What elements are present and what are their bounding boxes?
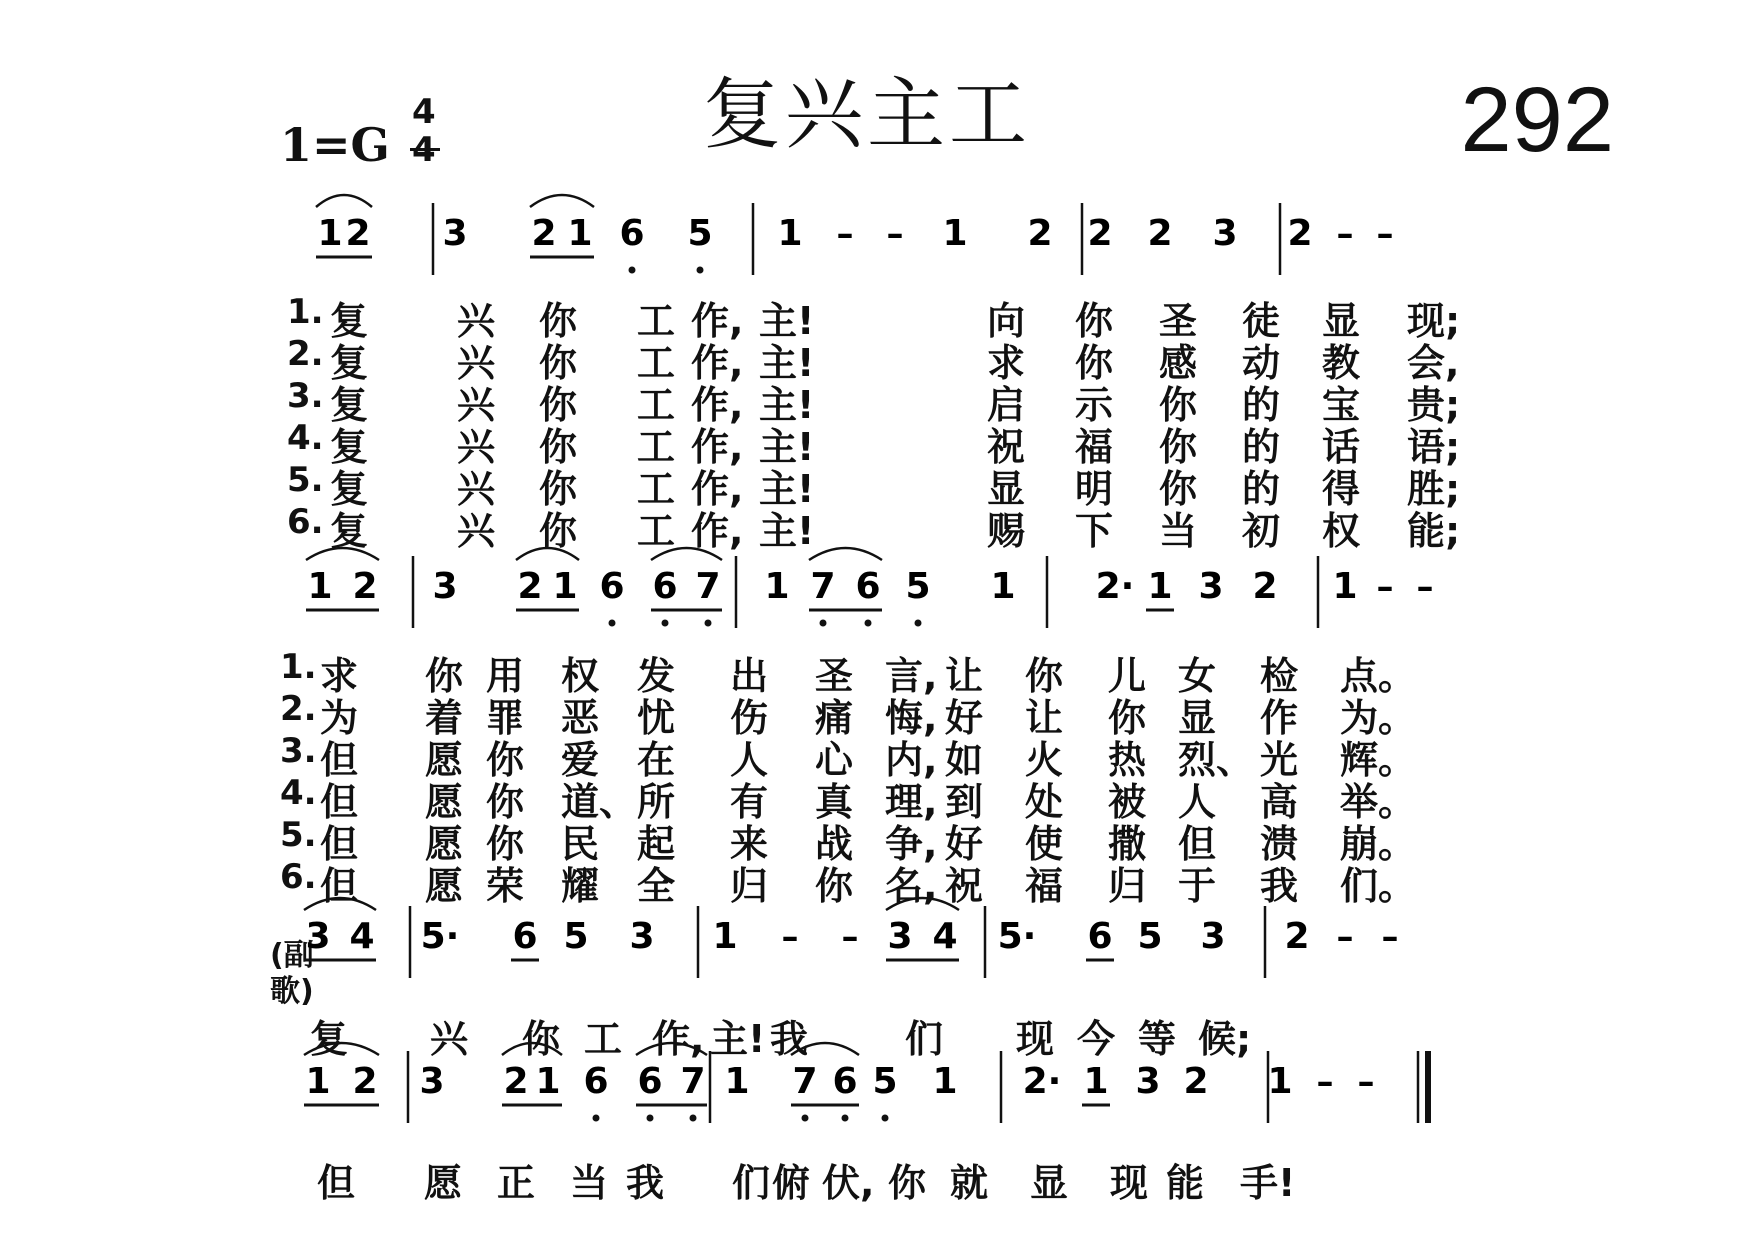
- octave-dot: [820, 620, 827, 627]
- lyric-syllable: 显: [1322, 299, 1361, 343]
- lyric-syllable: 作,: [691, 509, 744, 553]
- lyric-syllable: 烈、: [1178, 738, 1255, 782]
- lyric-syllable: 等: [1138, 1017, 1177, 1061]
- note: 6: [599, 566, 625, 607]
- lyric-syllable: 你: [486, 738, 525, 782]
- lyric-syllable: 起: [637, 822, 676, 866]
- lyric-syllable: 争,: [885, 822, 938, 866]
- lyric-syllable: 你: [1159, 425, 1198, 469]
- note: 5·: [420, 916, 460, 957]
- note: 5: [687, 213, 713, 254]
- lyric-syllable: 你: [425, 654, 464, 698]
- lyric-syllable: 女: [1178, 654, 1217, 698]
- note: 6: [1087, 916, 1113, 957]
- octave-dot: [915, 620, 922, 627]
- lyric-syllable: 你: [486, 780, 525, 824]
- lyric-syllable: 火: [1025, 738, 1064, 782]
- lyric-syllable: 福: [1025, 864, 1064, 908]
- lyric-syllable: 作,: [691, 425, 744, 469]
- note: 1: [777, 213, 803, 254]
- lyric-syllable: 赐: [987, 509, 1026, 553]
- lyric-syllable: 你: [539, 383, 578, 427]
- lyric-syllable: 忧: [637, 696, 676, 740]
- verse-number: 6.: [280, 857, 317, 897]
- note: 1: [764, 566, 790, 607]
- octave-dot: [842, 1115, 849, 1122]
- lyric-syllable: 归: [1108, 864, 1147, 908]
- lyric-syllable: 你: [539, 509, 578, 553]
- lyric-syllable: 们: [732, 1161, 771, 1205]
- lyric-syllable: 但: [1178, 822, 1217, 866]
- time-signature-numerator: 4: [412, 92, 436, 132]
- lyric-syllable: 真: [815, 780, 854, 824]
- lyric-syllable: 俯: [772, 1161, 811, 1205]
- octave-dot: [690, 1115, 697, 1122]
- verse-number: 3.: [287, 376, 324, 416]
- lyric-syllable: 主!: [759, 425, 815, 469]
- lyric-syllable: 主!: [759, 299, 815, 343]
- lyric-syllable: 示: [1075, 383, 1114, 427]
- note: 3: [1212, 213, 1238, 254]
- note: 3: [1200, 916, 1226, 957]
- lyric-syllable: 但: [317, 1161, 356, 1205]
- lyric-syllable: 出: [730, 654, 769, 698]
- note: 2: [345, 213, 371, 254]
- note: 3: [1135, 1061, 1161, 1102]
- lyric-syllable: 兴: [457, 383, 496, 427]
- lyric-syllable: 儿: [1108, 654, 1147, 698]
- note: 1: [932, 1061, 958, 1102]
- lyric-syllable: 工: [637, 509, 676, 553]
- verse-number: 2.: [287, 334, 324, 374]
- lyric-syllable: 复: [330, 341, 369, 385]
- note: 1: [1332, 566, 1358, 607]
- lyric-syllable: 有: [730, 780, 769, 824]
- note: 4: [349, 916, 375, 957]
- note: 1: [552, 566, 578, 607]
- slur: [316, 195, 372, 207]
- hymn-title: 复兴主工: [702, 70, 1031, 160]
- lyric-syllable: 民: [561, 822, 600, 866]
- lyric-syllable: 如: [945, 738, 984, 782]
- lyric-syllable: 愿: [425, 738, 464, 782]
- lyric-syllable: 兴: [457, 509, 496, 553]
- lyric-syllable: 着: [425, 696, 464, 740]
- slur: [809, 548, 882, 560]
- lyric-syllable: 语;: [1407, 425, 1461, 469]
- lyric-syllable: 人: [1178, 780, 1217, 824]
- note: –: [1381, 917, 1399, 957]
- lyric-syllable: 作,: [652, 1017, 705, 1061]
- note: 1: [317, 213, 343, 254]
- lyric-syllable: 能;: [1407, 509, 1461, 553]
- note: –: [1316, 1062, 1334, 1102]
- lyric-syllable: 明: [1075, 467, 1114, 511]
- verse-number: 6.: [287, 502, 324, 542]
- lyric-syllable: 愿: [425, 780, 464, 824]
- chorus-marker-bottom: 歌): [270, 974, 314, 1009]
- note: 5: [872, 1061, 898, 1102]
- lyric-syllable: 心: [815, 738, 854, 782]
- lyric-syllable: 让: [945, 654, 984, 698]
- lyric-syllable: 教: [1322, 341, 1361, 385]
- lyric-syllable: 使: [1025, 822, 1064, 866]
- lyric-syllable: 为。: [1340, 696, 1417, 740]
- lyric-syllable: 你: [539, 467, 578, 511]
- note: 4: [932, 916, 958, 957]
- lyric-syllable: 得: [1322, 467, 1361, 511]
- lyric-syllable: 主!: [759, 383, 815, 427]
- lyric-syllable: 会,: [1407, 341, 1460, 385]
- note: 1: [1083, 1061, 1109, 1102]
- lyric-syllable: 所: [637, 780, 676, 824]
- note: 3: [442, 213, 468, 254]
- lyric-syllable: 但: [320, 822, 359, 866]
- octave-dot: [629, 267, 636, 274]
- note: 2: [517, 566, 543, 607]
- note: 2: [1252, 566, 1278, 607]
- lyric-syllable: 复: [330, 383, 369, 427]
- note: 1: [567, 213, 593, 254]
- lyric-syllable: 发: [637, 654, 676, 698]
- octave-dot: [802, 1115, 809, 1122]
- lyric-syllable: 启: [987, 383, 1026, 427]
- lyric-syllable: 显: [1030, 1161, 1069, 1205]
- time-signature-denominator: 4: [412, 130, 436, 170]
- lyric-syllable: 理,: [885, 780, 938, 824]
- lyric-syllable: 我: [1260, 864, 1299, 908]
- lyric-syllable: 愿: [425, 864, 464, 908]
- lyric-syllable: 复: [330, 425, 369, 469]
- lyric-syllable: 的: [1242, 467, 1281, 511]
- note: –: [1416, 567, 1434, 607]
- lyric-syllable: 动: [1242, 341, 1281, 385]
- lyric-syllable: 悔,: [885, 696, 938, 740]
- note: 1: [1267, 1061, 1293, 1102]
- note: 7: [695, 566, 721, 607]
- verse-number: 1.: [280, 647, 317, 687]
- note: 5: [563, 916, 589, 957]
- lyric-syllable: 耀: [561, 864, 600, 908]
- lyric-syllable: 初: [1242, 509, 1281, 553]
- lyric-syllable: 检: [1260, 654, 1299, 698]
- lyric-syllable: 祝: [987, 425, 1026, 469]
- note: 6: [855, 566, 881, 607]
- lyric-syllable: 高: [1260, 780, 1299, 824]
- lyric-syllable: 作,: [691, 383, 744, 427]
- lyric-syllable: 你: [1108, 696, 1147, 740]
- lyric-syllable: 我: [626, 1161, 665, 1205]
- note: –: [781, 917, 799, 957]
- note: –: [1336, 917, 1354, 957]
- lyric-syllable: 贵;: [1407, 383, 1461, 427]
- lyric-syllable: 工: [584, 1017, 623, 1061]
- note: –: [1376, 567, 1394, 607]
- lyric-syllable: 你: [1159, 467, 1198, 511]
- note: 2: [1287, 213, 1313, 254]
- lyric-syllable: 徒: [1242, 299, 1281, 343]
- lyric-syllable: 伏,: [822, 1161, 875, 1205]
- octave-dot: [705, 620, 712, 627]
- lyric-syllable: 的: [1242, 383, 1281, 427]
- lyric-syllable: 话: [1322, 425, 1361, 469]
- lyric-syllable: 你: [1075, 341, 1114, 385]
- note: 1: [1147, 566, 1173, 607]
- lyric-syllable: 罪: [486, 696, 525, 740]
- note: 3: [1198, 566, 1224, 607]
- lyric-syllable: 权: [561, 654, 600, 698]
- lyric-syllable: 们: [905, 1017, 944, 1061]
- lyric-syllable: 到: [945, 780, 984, 824]
- lyric-syllable: 我: [770, 1017, 809, 1061]
- note: 7: [680, 1061, 706, 1102]
- lyric-syllable: 主!: [759, 509, 815, 553]
- octave-dot: [647, 1115, 654, 1122]
- note: 6: [619, 213, 645, 254]
- note: 1: [942, 213, 968, 254]
- lyric-syllable: 点。: [1340, 654, 1417, 698]
- note: 6: [637, 1061, 663, 1102]
- lyric-syllable: 福: [1075, 425, 1114, 469]
- lyric-syllable: 现: [1110, 1161, 1149, 1205]
- lyric-syllable: 爱: [561, 738, 600, 782]
- lyric-syllable: 当: [1159, 509, 1198, 553]
- lyric-syllable: 的: [1242, 425, 1281, 469]
- lyric-syllable: 候;: [1198, 1017, 1252, 1061]
- lyric-syllable: 作,: [691, 341, 744, 385]
- lyric-syllable: 愿: [424, 1161, 463, 1205]
- lyric-syllable: 兴: [457, 341, 496, 385]
- lyric-syllable: 恶: [561, 696, 600, 740]
- lyric-syllable: 但: [320, 864, 359, 908]
- lyric-syllable: 你: [1075, 299, 1114, 343]
- lyric-syllable: 痛: [815, 696, 854, 740]
- note: –: [841, 917, 859, 957]
- note: 3: [887, 916, 913, 957]
- lyric-syllable: 复: [310, 1017, 349, 1061]
- lyric-syllable: 你: [1159, 383, 1198, 427]
- lyric-syllable: 但: [320, 738, 359, 782]
- lyric-syllable: 处: [1025, 780, 1064, 824]
- lyric-syllable: 手!: [1240, 1161, 1296, 1205]
- note: 1: [305, 1061, 331, 1102]
- lyric-syllable: 向: [987, 299, 1026, 343]
- octave-dot: [882, 1115, 889, 1122]
- lyric-syllable: 兴: [457, 425, 496, 469]
- note: 7: [792, 1061, 818, 1102]
- lyric-syllable: 圣: [1159, 299, 1198, 343]
- verse-number: 4.: [280, 773, 317, 813]
- lyric-syllable: 内,: [885, 738, 938, 782]
- note: 2·: [1022, 1061, 1062, 1102]
- note: 5: [1137, 916, 1163, 957]
- lyric-syllable: 作: [1260, 696, 1299, 740]
- lyric-syllable: 工: [637, 383, 676, 427]
- note: 1: [535, 1061, 561, 1102]
- octave-dot: [609, 620, 616, 627]
- lyric-syllable: 复: [330, 509, 369, 553]
- lyric-syllable: 名,: [885, 864, 938, 908]
- lyric-syllable: 你: [539, 341, 578, 385]
- note: –: [886, 214, 904, 254]
- note: 2: [352, 566, 378, 607]
- lyric-syllable: 主!: [759, 341, 815, 385]
- slur: [530, 195, 594, 207]
- lyric-syllable: 求: [320, 654, 359, 698]
- lyric-syllable: 能: [1166, 1161, 1205, 1205]
- lyric-syllable: 让: [1025, 696, 1064, 740]
- lyric-syllable: 工: [637, 341, 676, 385]
- verse-number: 3.: [280, 731, 317, 771]
- note: 2: [1027, 213, 1053, 254]
- note: –: [1357, 1062, 1375, 1102]
- lyric-syllable: 求: [987, 341, 1026, 385]
- lyric-syllable: 你: [888, 1161, 927, 1205]
- note: 3: [305, 916, 331, 957]
- note: 5·: [997, 916, 1037, 957]
- note: 1: [990, 566, 1016, 607]
- lyric-syllable: 兴: [430, 1017, 469, 1061]
- lyric-syllable: 撒: [1108, 822, 1147, 866]
- octave-dot: [662, 620, 669, 627]
- note: 2: [1087, 213, 1113, 254]
- lyric-syllable: 们。: [1340, 864, 1417, 908]
- note: 3: [629, 916, 655, 957]
- verse-number: 4.: [287, 418, 324, 458]
- lyric-syllable: 显: [987, 467, 1026, 511]
- lyric-syllable: 工: [637, 299, 676, 343]
- lyric-syllable: 作,: [691, 467, 744, 511]
- lyric-syllable: 好: [945, 822, 984, 866]
- lyric-syllable: 今: [1077, 1017, 1116, 1061]
- lyric-syllable: 主!: [710, 1017, 766, 1061]
- lyric-syllable: 伤: [730, 696, 769, 740]
- note: 6: [652, 566, 678, 607]
- lyric-syllable: 工: [637, 425, 676, 469]
- note: 2: [1147, 213, 1173, 254]
- note: 3: [432, 566, 458, 607]
- note: 1: [712, 916, 738, 957]
- lyric-syllable: 人: [730, 738, 769, 782]
- lyric-syllable: 兴: [457, 467, 496, 511]
- verse-number: 1.: [287, 292, 324, 332]
- lyric-syllable: 战: [815, 822, 854, 866]
- note: 2·: [1095, 566, 1135, 607]
- lyric-syllable: 权: [1322, 509, 1361, 553]
- octave-dot: [865, 620, 872, 627]
- lyric-syllable: 主!: [759, 467, 815, 511]
- note: 2: [1284, 916, 1310, 957]
- lyric-syllable: 在: [637, 738, 676, 782]
- lyric-syllable: 道、: [561, 780, 638, 824]
- lyric-syllable: 工: [637, 467, 676, 511]
- lyric-syllable: 复: [330, 299, 369, 343]
- note: 6: [583, 1061, 609, 1102]
- note: –: [1336, 214, 1354, 254]
- lyric-syllable: 你: [815, 864, 854, 908]
- lyric-syllable: 下: [1075, 509, 1114, 553]
- note: 2: [531, 213, 557, 254]
- note: 2: [503, 1061, 529, 1102]
- lyric-syllable: 热: [1108, 738, 1147, 782]
- lyric-syllable: 举。: [1340, 780, 1417, 824]
- lyric-syllable: 复: [330, 467, 369, 511]
- lyric-syllable: 你: [522, 1017, 561, 1061]
- lyric-syllable: 被: [1108, 780, 1147, 824]
- note: –: [1376, 214, 1394, 254]
- note: 6: [512, 916, 538, 957]
- lyric-syllable: 正: [497, 1161, 536, 1205]
- lyric-syllable: 来: [730, 822, 769, 866]
- key-signature: 1=G: [280, 118, 390, 172]
- note: 2: [1183, 1061, 1209, 1102]
- lyric-syllable: 崩。: [1340, 822, 1417, 866]
- verse-number: 2.: [280, 689, 317, 729]
- lyric-syllable: 溃: [1260, 822, 1299, 866]
- note: 1: [307, 566, 333, 607]
- lyric-syllable: 好: [945, 696, 984, 740]
- lyric-syllable: 现: [1016, 1017, 1055, 1061]
- lyric-syllable: 兴: [457, 299, 496, 343]
- lyric-syllable: 圣: [815, 654, 854, 698]
- lyric-syllable: 光: [1260, 738, 1299, 782]
- note: –: [836, 214, 854, 254]
- verse-number: 5.: [280, 815, 317, 855]
- note: 5: [905, 566, 931, 607]
- lyric-syllable: 于: [1178, 864, 1217, 908]
- lyric-syllable: 用: [486, 654, 525, 698]
- lyric-syllable: 言,: [885, 654, 938, 698]
- octave-dot: [697, 267, 704, 274]
- lyric-syllable: 感: [1159, 341, 1198, 385]
- lyric-syllable: 荣: [486, 864, 525, 908]
- lyric-syllable: 胜;: [1407, 467, 1461, 511]
- verse-number: 5.: [287, 460, 324, 500]
- lyric-syllable: 当: [570, 1161, 609, 1205]
- lyric-syllable: 愿: [425, 822, 464, 866]
- lyric-syllable: 显: [1178, 696, 1217, 740]
- lyric-syllable: 你: [1025, 654, 1064, 698]
- lyric-syllable: 归: [730, 864, 769, 908]
- lyric-syllable: 现;: [1407, 299, 1461, 343]
- lyric-syllable: 为: [320, 696, 359, 740]
- note: 1: [724, 1061, 750, 1102]
- lyric-syllable: 你: [539, 299, 578, 343]
- octave-dot: [593, 1115, 600, 1122]
- lyric-syllable: 你: [539, 425, 578, 469]
- lyric-syllable: 但: [320, 780, 359, 824]
- lyric-syllable: 祝: [945, 864, 984, 908]
- lyric-syllable: 全: [637, 864, 676, 908]
- lyric-syllable: 就: [950, 1161, 989, 1205]
- chorus-marker-top: (副: [270, 938, 314, 973]
- note: 3: [419, 1061, 445, 1102]
- note: 2: [352, 1061, 378, 1102]
- lyric-syllable: 宝: [1322, 383, 1361, 427]
- note: 6: [832, 1061, 858, 1102]
- lyric-syllable: 作,: [691, 299, 744, 343]
- lyric-syllable: 你: [486, 822, 525, 866]
- note: 7: [810, 566, 836, 607]
- lyric-syllable: 辉。: [1340, 738, 1417, 782]
- hymn-number: 292: [1460, 69, 1614, 171]
